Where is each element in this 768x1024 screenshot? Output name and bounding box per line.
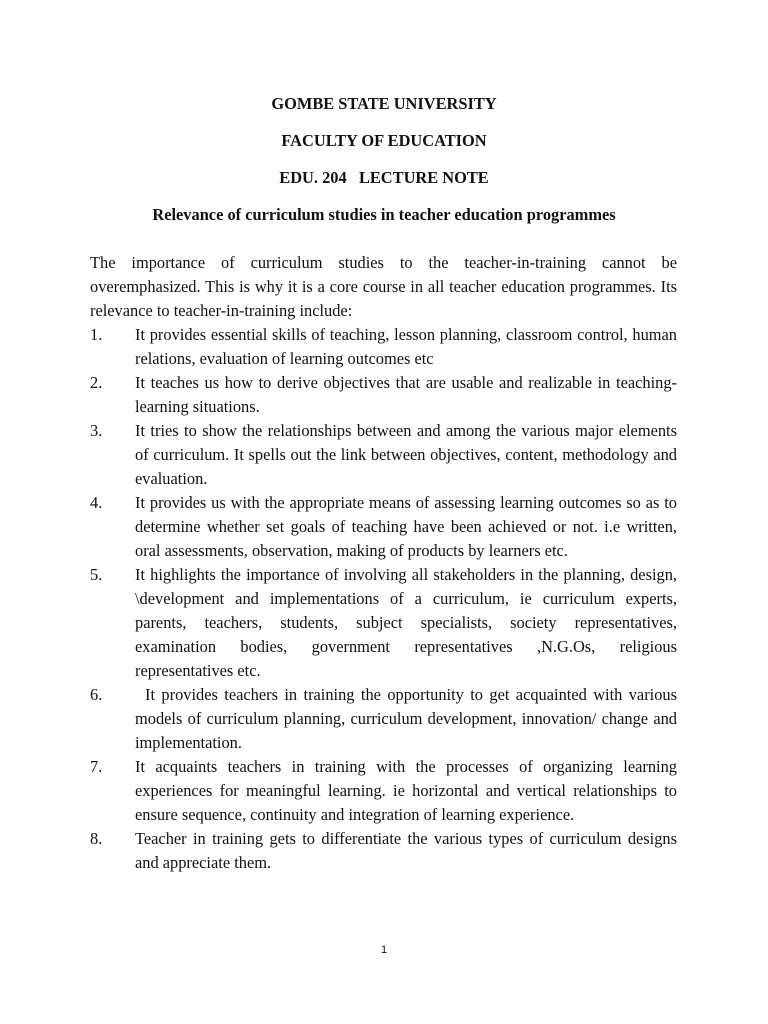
topic-heading: Relevance of curriculum studies in teacher education programmes — [152, 205, 616, 224]
list-item-text: It provides teachers in training the opportunity to get acquainted with various models of curriculum planning, curriculum development, innovation/ change and implementation. — [135, 685, 677, 752]
course-heading: EDU. 204 LECTURE NOTE — [279, 168, 489, 187]
list-item-number: 5. — [90, 565, 103, 584]
list-item-number: 6. — [90, 685, 103, 704]
list-item — [90, 683, 677, 755]
list-item-number: 1. — [90, 325, 103, 344]
list-item — [90, 491, 677, 563]
list-item-number: 4. — [90, 493, 103, 512]
list-item — [90, 563, 677, 683]
list-item-number: 8. — [90, 829, 103, 848]
list-item-text: It acquaints teachers in training with the processes of organizing learning experiences for meaningful learning. ie horizontal and vertical relationships to ensure sequence, continuity and integration of learning experience. — [135, 757, 677, 824]
list-item — [90, 371, 677, 419]
list-item-text: It provides essential skills of teaching, lesson planning, classroom control, human relations, evaluation of learning outcomes etc — [135, 325, 677, 368]
relevance-list — [90, 323, 677, 875]
page-number: 1 — [380, 944, 388, 956]
list-item-text: It highlights the importance of involving all stakeholders in the planning, design, \development and implementations of a curriculum, ie curriculum experts, parents, teachers, students, subject specialists, society representatives, examination bodies, government representatives ,N.G.Os, religious representatives etc. — [135, 565, 677, 680]
faculty-heading: FACULTY OF EDUCATION — [281, 131, 487, 150]
list-item — [90, 755, 677, 827]
list-item — [90, 827, 677, 875]
intro-paragraph: The importance of curriculum studies to the teacher-in-training cannot be overemphasized. This is why it is a core course in all teacher education programmes. Its relevance to teacher-in-training include: — [90, 253, 677, 320]
list-item-number: 2. — [90, 373, 103, 392]
list-item-text: It provides us with the appropriate means of assessing learning outcomes so as to determine whether set goals of teaching have been achieved or not. i.e written, oral assessments, observation, making of products by learners etc. — [135, 493, 677, 560]
list-item-text: It tries to show the relationships between and among the various major elements of curriculum. It spells out the link between objectives, content, methodology and evaluation. — [135, 421, 677, 488]
list-item — [90, 323, 677, 371]
list-item-text: It teaches us how to derive objectives that are usable and realizable in teaching-learning situations. — [135, 373, 677, 416]
list-item-number: 3. — [90, 421, 103, 440]
list-item-text: Teacher in training gets to differentiate the various types of curriculum designs and appreciate them. — [135, 829, 677, 872]
list-item — [90, 419, 677, 491]
university-heading: GOMBE STATE UNIVERSITY — [271, 94, 497, 113]
list-item-number: 7. — [90, 757, 103, 776]
